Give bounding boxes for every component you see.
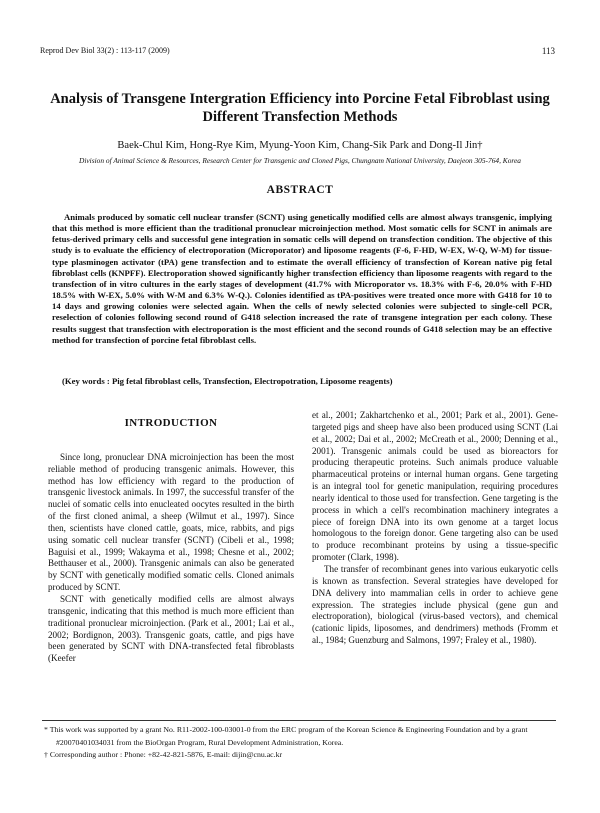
intro-paragraph-2: SCNT with genetically modified cells are almost always transgenic, indicating that this method is much more efficient than traditional pronuclear microinjection. (Park et al., 2001; Lai et al., 2002; Bordignon, 2003). Transgenic goats, cattle, and pigs have been generated by SCNT with DNA-transfected fetal fibroblasts (Keefer	[48, 593, 294, 664]
keywords: (Key words : Pig fetal fibroblast cells, Transfection, Electropotration, Liposome reagents)	[62, 376, 393, 386]
introduction-heading: INTRODUCTION	[124, 417, 218, 429]
footnote-divider	[42, 720, 556, 721]
corresponding-author-footnote: † Corresponding author : Phone: +82-42-821-5876, E-mail: dijin@cnu.ac.kr	[44, 750, 283, 759]
funding-footnote: * This work was supported by a grant No. R11-2002-100-03001-0 from the ERC program of the Korean Science & Engineering Foundation and by a grant #20070401034031 from the BioOrgan Program, Rural Development Administration, Korea.	[44, 725, 528, 747]
abstract-text: Animals produced by somatic cell nuclear transfer (SCNT) using genetically modified cells are almost always transgenic, implying that this method is more efficient than the traditional pronuclear microinjection method. Most somatic cells for SCNT in animals are fetus-derived primary cells and successful gene integration in somatic cells will depend on transfection condition. The objective of this study is to evaluate the efficiency of electroporation (Microporator) and liposome reagents (F-6, F-HD, W-EX, W-Q, W-M) for tissue-type plasminogen activator (tPA) gene transfection and to estimate the overall efficiency of transfection of Korean native pig fetal fibroblast cells (KNPFF). Electroporation showed significantly higher transfection efficiency than liposome reagents with regard to the transfection of in vitro cultures in the early stages of development (41.7% with Microporator vs. 18.3% with F-6, 20.0% with F-HD 18.5% with W-EX, 5.0% with W-M and 6.3% W-Q.). Colonies identified as tPA-positives were treated once more with G418 for 10 to 14 days and growing colonies were selected again. When the cells of newly selected colonies were subjected to single-cell PCR, reselection of colonies following second round of G418 selection increased the rate of transgene integration per each colony. These results suggest that transfection with electroporation is the most efficient and the second rounds of G418 selection may be an effective method for transfection of porcine fetal fibroblast cells.	[52, 212, 552, 345]
left-column	[48, 412, 294, 665]
running-header: Reprod Dev Biol 33(2) : 113-117 (2009)	[40, 46, 170, 55]
footnotes	[44, 724, 556, 762]
page-number: 113	[541, 46, 555, 56]
abstract-heading: ABSTRACT	[266, 184, 334, 196]
affiliation: Division of Animal Science & Resources, Research Center for Transgenic and Cloned Pigs, Chungnam National University, Daejeon 305-764, Korea	[78, 156, 522, 165]
right-column	[312, 410, 558, 647]
intro-paragraph-1: Since long, pronuclear DNA microinjection has been the most reliable method of producing transgenic animals. However, this method has low efficiency with regard to the production of transgenic livestock animals. In 1997, the successful transfer of the nuclei of somatic cells into enucleated oocytes resulted in the birth of the first cloned animal, a sheep (Wilmut et al., 1997). Since then, scientists have cloned cattle, goats, mice, rabbits, and pigs using somatic cell nuclear transfer (SCNT) (Cibeli et al., 1998; Baguisi et al., 1999; Wakayma et al., 1998; Chesne et al., 2002; Betthauser et al., 2000). Transgenic animals can also be generated by SCNT with genetically modified somatic cells. Cloned animals produced by SCNT.	[48, 451, 294, 593]
intro-paragraph-3: et al., 2001; Zakhartchenko et al., 2001; Park et al., 2001). Gene-targeted pigs and sheep have also been produced using SCNT (Lai et al., 2002; Dai et al., 2002; McCreath et al., 2000; Denning et al., 2001). Transgenic animals could be used as bioreactors for producing therapeutic proteins. Such animals produce valuable pharmaceutical proteins or internal human organs. Gene targeting is an integral tool for genetic manipulation, requiring procedures nearly identical to those used for transfection. Gene targeting is the process in which a cell's recombination machinery integrates a piece of foreign DNA into its own genome at a target locus homologous to the foreign donor. Gene targeting also can be used to produce recombinant proteins by using a tissue-specific promoter (Clark, 1998).	[312, 410, 558, 563]
author-list: Baek-Chul Kim, Hong-Rye Kim, Myung-Yoon Kim, Chang-Sik Park and Dong-Il Jin†	[117, 140, 483, 151]
paper-title: Analysis of Transgene Intergration Efficiency into Porcine Fetal Fibroblast using Different Transfection Methods	[50, 91, 550, 125]
intro-paragraph-4: The transfer of recombinant genes into various eukaryotic cells is known as transfection. Several strategies have developed for DNA delivery into mammalian cells in order to achieve gene expression. The strategies include physical (gene gun and electroporation), biological (virus-based vectors), and chemical (cationic lipids, liposomes, and dendrimers) methods (Fromm et al., 1984; Guenzburg and Salmons, 1997; Fraley et al., 1980).	[312, 563, 558, 646]
